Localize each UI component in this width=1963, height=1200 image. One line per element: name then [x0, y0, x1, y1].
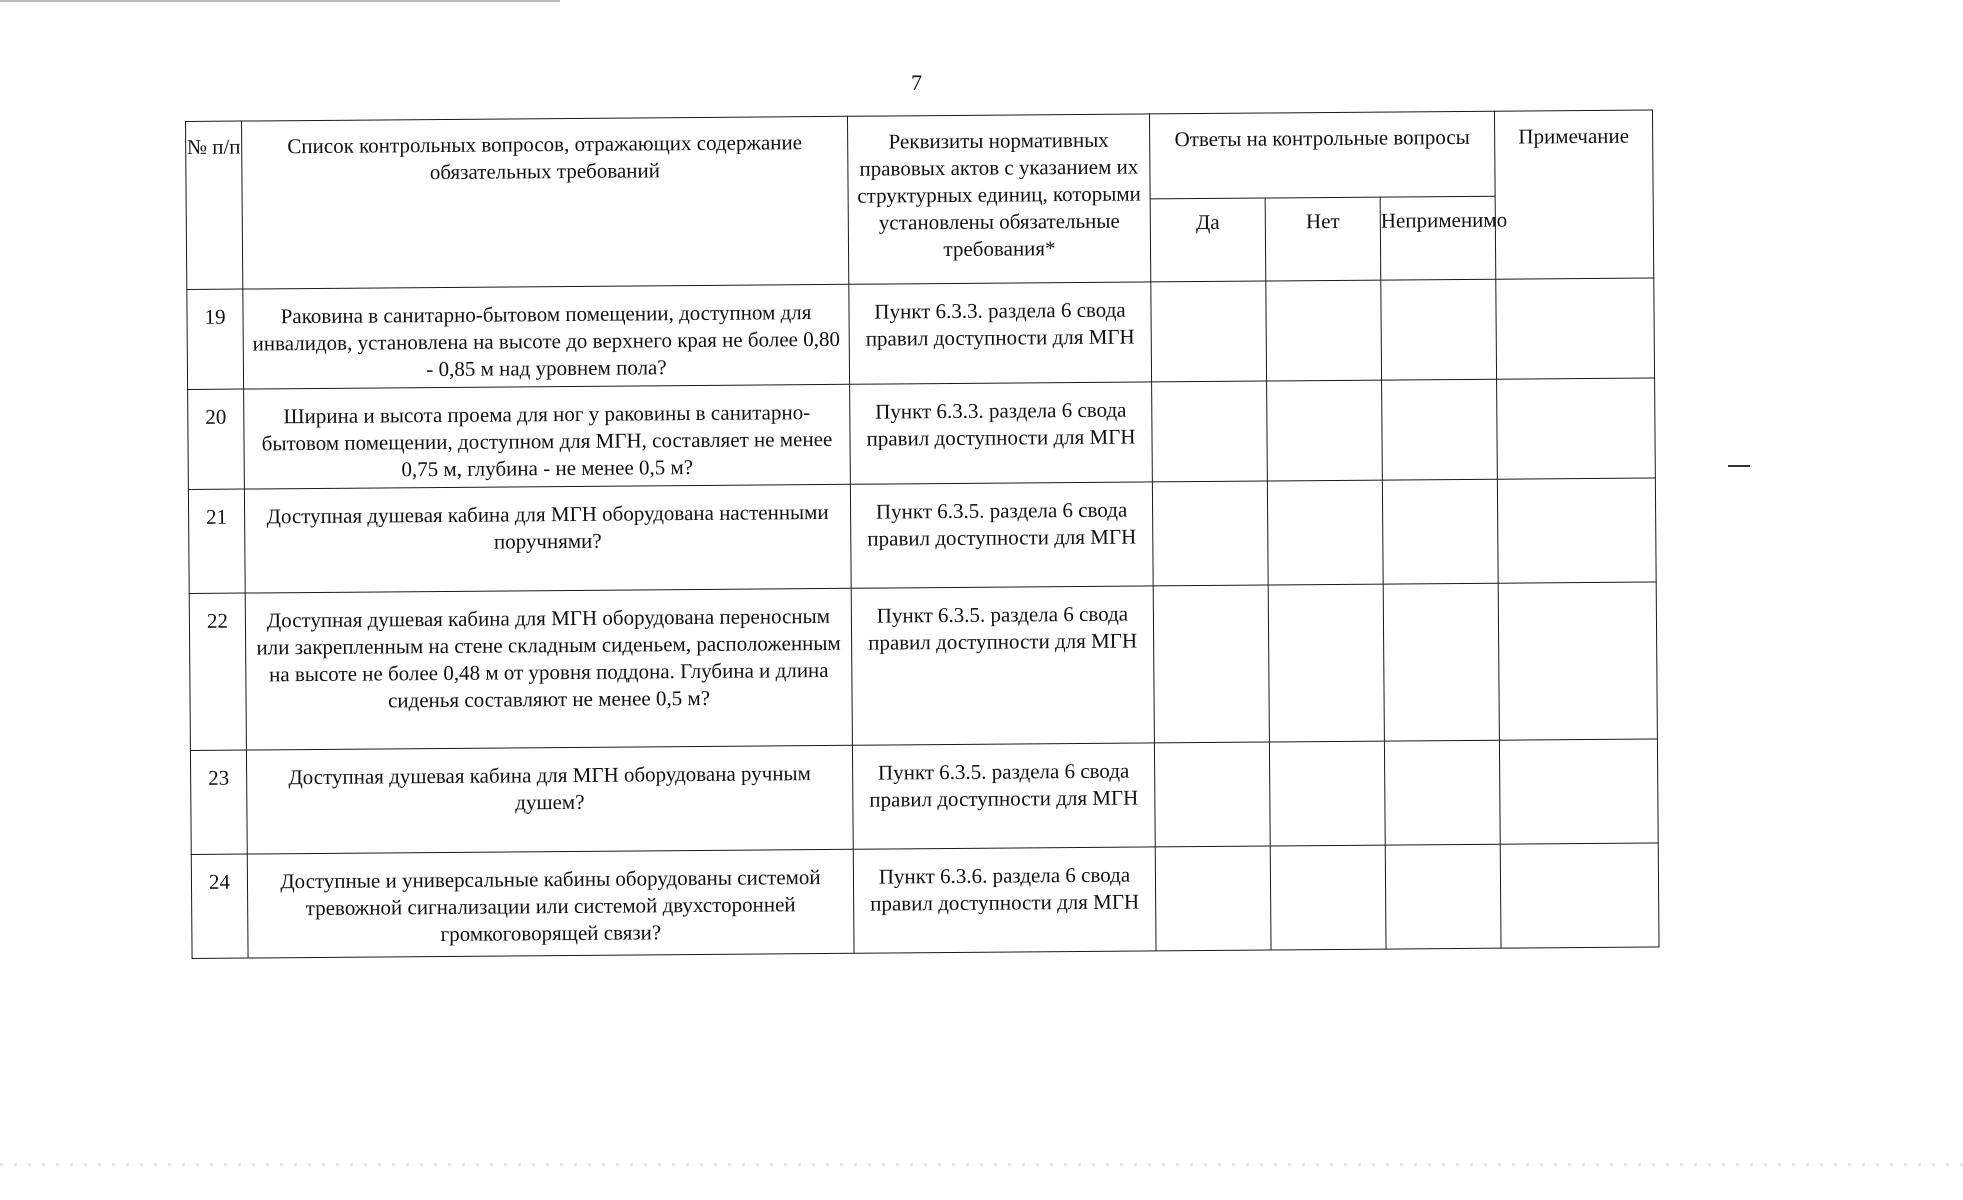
- answer-na-cell[interactable]: [1381, 279, 1497, 380]
- answer-na-cell[interactable]: [1384, 740, 1500, 845]
- header-yes: Да: [1150, 198, 1266, 282]
- row-reference: Пункт 6.3.5. раздела 6 свода правил доступности для МГН: [851, 586, 1154, 745]
- answer-no-cell[interactable]: [1266, 280, 1382, 381]
- note-cell[interactable]: [1496, 278, 1655, 379]
- row-number: 21: [188, 489, 245, 593]
- row-reference: Пункт 6.3.6. раздела 6 свода правил доступности для МГН: [853, 847, 1156, 953]
- table-row: [191, 843, 1659, 959]
- scan-edge-mark: [0, 0, 560, 2]
- row-number: 20: [188, 389, 245, 489]
- row-number: 22: [189, 593, 246, 750]
- note-cell[interactable]: [1497, 378, 1656, 479]
- answer-yes-cell[interactable]: [1152, 381, 1268, 482]
- table-row: [188, 378, 1656, 490]
- header-requisites: [847, 114, 1150, 284]
- header-answers: Ответы на контрольные вопросы: [1149, 111, 1495, 199]
- answer-na-cell[interactable]: [1383, 583, 1499, 741]
- answer-yes-cell[interactable]: [1155, 846, 1271, 951]
- answer-no-cell[interactable]: [1267, 480, 1383, 585]
- answer-yes-cell[interactable]: [1151, 281, 1267, 382]
- answer-na-cell[interactable]: [1385, 844, 1501, 949]
- answer-na-cell[interactable]: [1382, 479, 1498, 584]
- note-cell[interactable]: [1499, 739, 1658, 844]
- table-row: [187, 278, 1655, 390]
- row-question: Доступная душевая кабина для МГН оборудована настенными поручнями?: [244, 484, 851, 593]
- row-number: 23: [190, 750, 247, 854]
- row-reference: Пункт 6.3.5. раздела 6 свода правил доступности для МГН: [852, 743, 1155, 849]
- row-question: Доступная душевая кабина для МГН оборудована переносным или закрепленным на стене складным сиденьем, расположенным на высоте не более 0,48 м от уровня поддона. Глубина и длина сиденья составляют не менее 0,5 м?: [245, 588, 852, 750]
- answer-yes-cell[interactable]: [1154, 742, 1270, 847]
- header-questions: Список контрольных вопросов, отражающих содержание обязательных требований: [242, 116, 849, 289]
- row-question: Доступная душевая кабина для МГН оборудована ручным душем?: [246, 745, 853, 854]
- page-number: 7: [911, 70, 922, 95]
- header-number: № п/п: [186, 121, 243, 289]
- header-requisites-text: Реквизиты нормативных правовых актов с указанием их структурных единиц, которыми установлены обязательные требования*: [857, 127, 1141, 262]
- answer-no-cell[interactable]: [1268, 584, 1384, 742]
- row-number: 19: [187, 289, 244, 389]
- answer-yes-cell[interactable]: [1152, 481, 1268, 586]
- table-row: [189, 582, 1657, 751]
- answer-no-cell[interactable]: [1270, 845, 1386, 950]
- header-not-applicable: Неприменимо: [1380, 196, 1496, 280]
- row-reference: Пункт 6.3.3. раздела 6 свода правил доступности для МГН: [850, 382, 1153, 484]
- answer-yes-cell[interactable]: [1153, 585, 1269, 743]
- row-question: Доступные и универсальные кабины оборудованы системой тревожной сигнализации или системой двухсторонней громкоговорящей связи?: [247, 849, 854, 958]
- row-question: Ширина и высота проема для ног у раковины в санитарно-бытовом помещении, доступном для МГН, составляет не менее 0,75 м, глубина - не менее 0,5 м?: [244, 384, 851, 489]
- note-cell[interactable]: [1497, 478, 1656, 583]
- row-reference: Пункт 6.3.5. раздела 6 свода правил доступности для МГН: [850, 482, 1153, 588]
- table-row: [188, 478, 1656, 594]
- note-cell[interactable]: [1500, 843, 1659, 948]
- header-row: [186, 110, 1654, 207]
- margin-dash-mark: [1728, 465, 1750, 467]
- answer-na-cell[interactable]: [1382, 379, 1498, 480]
- row-question: Раковина в санитарно-бытовом помещении, доступном для инвалидов, установлена на высоте до верхнего края не более 0,80 - 0,85 м над уровнем пола?: [243, 284, 850, 389]
- table-row: [190, 739, 1658, 855]
- header-note: Примечание: [1494, 110, 1653, 279]
- row-reference: Пункт 6.3.3. раздела 6 свода правил доступности для МГН: [849, 282, 1152, 384]
- answer-no-cell[interactable]: [1269, 741, 1385, 846]
- checklist-table: [185, 109, 1660, 959]
- header-no: Нет: [1265, 197, 1381, 281]
- scan-noise-line: [0, 1163, 1963, 1166]
- note-cell[interactable]: [1498, 582, 1657, 740]
- answer-no-cell[interactable]: [1267, 380, 1383, 481]
- row-number: 24: [191, 854, 248, 958]
